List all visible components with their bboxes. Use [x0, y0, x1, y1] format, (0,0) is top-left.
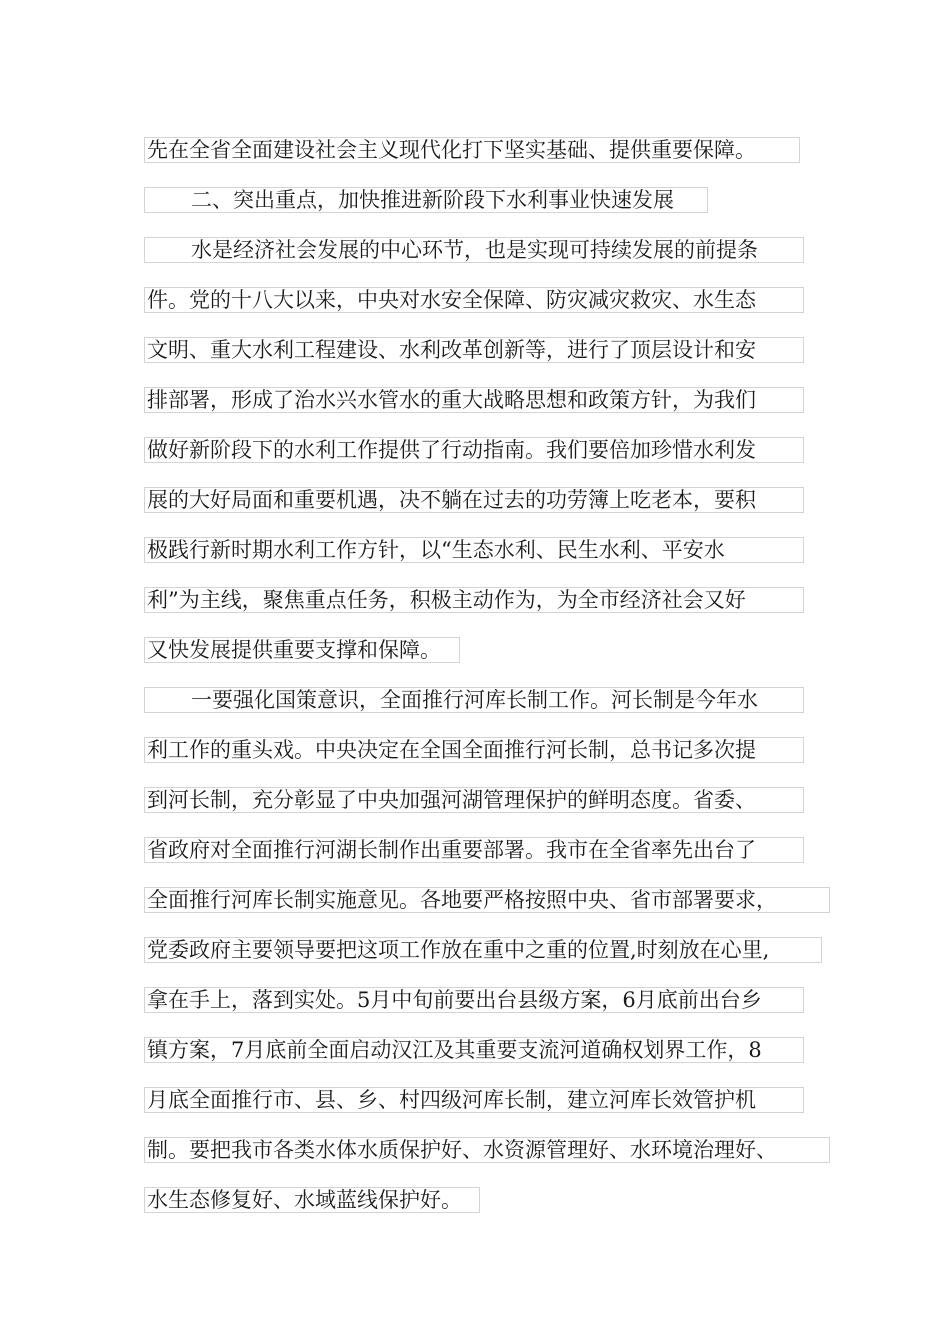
text-line: 利”为主线，聚焦重点任务，积极主动作为，为全市经济社会又好	[144, 587, 804, 613]
text-line: 拿在手上，落到实处。5月中旬前要出台县级方案，6月底前出台乡	[144, 987, 804, 1013]
text-line: 极践行新时期水利工作方针，以“生态水利、民生水利、平安水	[144, 537, 804, 563]
text-line: 全面推行河库长制实施意见。各地要严格按照中央、省市部署要求，	[144, 887, 830, 913]
text-line: 先在全省全面建设社会主义现代化打下坚实基础、提供重要保障。	[144, 137, 800, 163]
text-line: 件。党的十八大以来，中央对水安全保障、防灾减灾救灾、水生态	[144, 287, 804, 313]
text-line: 水是经济社会发展的中心环节，也是实现可持续发展的前提条	[144, 237, 804, 263]
text-line: 文明、重大水利工程建设、水利改革创新等，进行了顶层设计和安	[144, 337, 804, 363]
text-line: 月底全面推行市、县、乡、村四级河库长制，建立河库长效管护机	[144, 1087, 804, 1113]
text-line: 利工作的重头戏。中央决定在全国全面推行河长制，总书记多次提	[144, 737, 804, 763]
text-line: 水生态修复好、水域蓝线保护好。	[144, 1187, 480, 1213]
text-line: 展的大好局面和重要机遇，决不躺在过去的功劳簿上吃老本，要积	[144, 487, 804, 513]
text-line: 排部署，形成了治水兴水管水的重大战略思想和政策方针，为我们	[144, 387, 804, 413]
text-line: 又快发展提供重要支撑和保障。	[144, 637, 460, 663]
text-line: 制。要把我市各类水体水质保护好、水资源管理好、水环境治理好、	[144, 1137, 830, 1163]
text-line: 做好新阶段下的水利工作提供了行动指南。我们要倍加珍惜水利发	[144, 437, 804, 463]
text-line: 镇方案，7月底前全面启动汉江及其重要支流河道确权划界工作，8	[144, 1037, 804, 1063]
text-line: 一要强化国策意识，全面推行河库长制工作。河长制是今年水	[144, 687, 804, 713]
section-heading: 二、突出重点，加快推进新阶段下水利事业快速发展	[144, 187, 708, 213]
text-line: 党委政府主要领导要把这项工作放在重中之重的位置,时刻放在心里,	[144, 937, 822, 963]
text-line: 到河长制，充分彰显了中央加强河湖管理保护的鲜明态度。省委、	[144, 787, 804, 813]
text-line: 省政府对全面推行河湖长制作出重要部署。我市在全省率先出台了	[144, 837, 804, 863]
